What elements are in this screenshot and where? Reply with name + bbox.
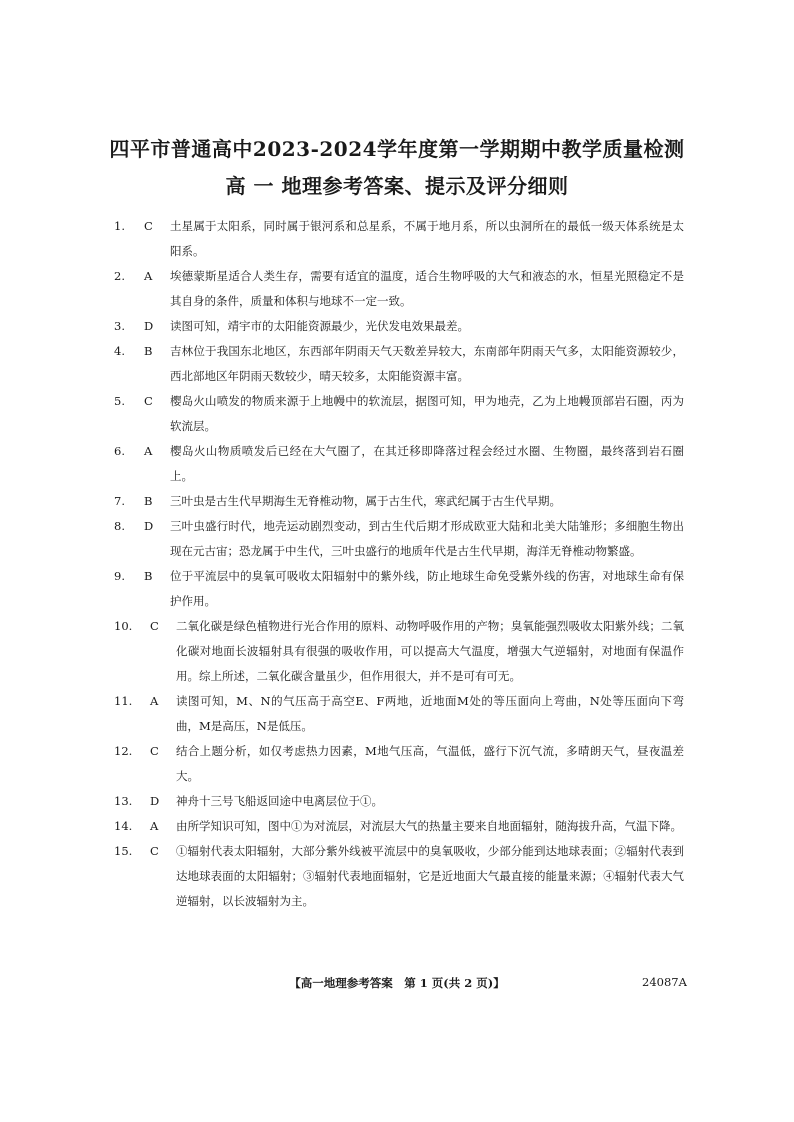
page-title: 四平市普通高中2023-2024学年度第一学期期中教学质量检测 xyxy=(109,137,685,161)
answer-item xyxy=(114,789,684,814)
answer-explanation: 由所学知识可知，图中①为对流层，对流层大气的热量主要来自地面辐射，随海拔升高，气温下降。 xyxy=(176,819,682,833)
answer-item xyxy=(114,389,684,439)
answer-item xyxy=(114,314,684,339)
answer-number: 5. xyxy=(114,394,125,408)
answer-letter: C xyxy=(150,619,159,633)
answer-letter: A xyxy=(150,694,159,708)
answer-letter: B xyxy=(144,569,153,583)
answer-explanation: 位于平流层中的臭氧可吸收太阳辐射中的紫外线，防止地球生命免受紫外线的伤害，对地球生命有保护作用。 xyxy=(170,569,684,608)
answer-number: 2. xyxy=(114,269,125,283)
answer-number: 10. xyxy=(114,619,133,633)
answer-explanation: 樱岛火山物质喷发后已经在大气圈了，在其迁移即降落过程会经过水圈、生物圈，最终落到岩石圈上。 xyxy=(170,444,684,483)
answer-letter: B xyxy=(144,494,153,508)
answer-letter: C xyxy=(150,744,159,758)
answer-item xyxy=(114,564,684,614)
answer-number: 6. xyxy=(114,444,125,458)
page-subtitle: 高 一 地理参考答案、提示及评分细则 xyxy=(225,174,569,198)
answer-item xyxy=(114,514,684,564)
document-code: 24087A xyxy=(642,975,687,989)
answer-explanation: 樱岛火山喷发的物质来源于上地幔中的软流层，据图可知，甲为地壳，乙为上地幔顶部岩石圈，丙为软流层。 xyxy=(170,394,684,433)
answer-letter: C xyxy=(144,394,153,408)
answer-number: 7. xyxy=(114,494,125,508)
answer-letter: A xyxy=(150,819,159,833)
answer-number: 4. xyxy=(114,344,125,358)
answer-number: 9. xyxy=(114,569,125,583)
answer-number: 13. xyxy=(114,794,133,808)
answer-letter: C xyxy=(144,219,153,233)
answer-number: 11. xyxy=(114,694,133,708)
answer-number: 14. xyxy=(114,819,133,833)
answer-item xyxy=(114,264,684,314)
answer-explanation: 神舟十三号飞船返回途中电离层位于①。 xyxy=(176,794,383,808)
answer-letter: B xyxy=(144,344,153,358)
answer-number: 1. xyxy=(114,219,125,233)
answer-explanation: 二氧化碳是绿色植物进行光合作用的原料、动物呼吸作用的产物；臭氧能强烈吸收太阳紫外线；二氧化碳对地面长波辐射具有很强的吸收作用，可以提高大气温度，增强大气逆辐射，对地面有保温作用。综上所述，二氧化碳含量虽少，但作用很大，并不是可有可无。 xyxy=(176,619,684,683)
answer-letter: A xyxy=(144,269,153,283)
answer-item xyxy=(114,814,684,839)
answer-explanation: 土星属于太阳系，同时属于银河系和总星系，不属于地月系，所以虫洞所在的最低一级天体系统是太阳系。 xyxy=(170,219,684,258)
answer-letter: A xyxy=(144,444,153,458)
answer-item xyxy=(114,689,684,739)
answer-number: 12. xyxy=(114,744,133,758)
answer-explanation: ①辐射代表太阳辐射，大部分紫外线被平流层中的臭氧吸收，少部分能到达地球表面；②辐射代表到达地球表面的太阳辐射；③辐射代表地面辐射，它是近地面大气最直接的能量来源；④辐射代表大气逆辐射，以长波辐射为主。 xyxy=(176,844,684,908)
page-number-label: 【高一地理参考答案 第 1 页(共 2 页)】 xyxy=(289,976,505,990)
answer-letter: D xyxy=(144,319,154,333)
answer-list xyxy=(114,214,684,914)
answer-item xyxy=(114,614,684,689)
answer-item xyxy=(114,339,684,389)
answer-number: 8. xyxy=(114,519,125,533)
answer-explanation: 读图可知，靖宇市的太阳能资源最少，光伏发电效果最差。 xyxy=(170,319,469,333)
answer-explanation: 吉林位于我国东北地区，东西部年阴雨天气天数差异较大，东南部年阴雨天气多，太阳能资源较少，西北部地区年阴雨天数较少，晴天较多，太阳能资源丰富。 xyxy=(170,344,684,383)
answer-item xyxy=(114,839,684,914)
answer-item xyxy=(114,489,684,514)
answer-item xyxy=(114,739,684,789)
answer-item xyxy=(114,214,684,264)
answer-item xyxy=(114,439,684,489)
answer-letter: D xyxy=(150,794,160,808)
answer-letter: C xyxy=(150,844,159,858)
answer-letter: D xyxy=(144,519,154,533)
answer-number: 3. xyxy=(114,319,125,333)
answer-explanation: 读图可知，M、N的气压高于高空E、F两地，近地面M处的等压面向上弯曲，N处等压面向下弯曲，M是高压，N是低压。 xyxy=(176,694,684,733)
answer-explanation: 三叶虫盛行时代，地壳运动剧烈变动，到古生代后期才形成欧亚大陆和北美大陆雏形；多细胞生物出现在元古宙；恐龙属于中生代，三叶虫盛行的地质年代是古生代早期，海洋无脊椎动物繁盛。 xyxy=(170,519,684,558)
answer-explanation: 埃德蒙斯星适合人类生存，需要有适宜的温度，适合生物呼吸的大气和液态的水，恒星光照稳定不是其自身的条件，质量和体积与地球不一定一致。 xyxy=(170,269,684,308)
answer-number: 15. xyxy=(114,844,133,858)
answer-explanation: 三叶虫是古生代早期海生无脊椎动物，属于古生代，寒武纪属于古生代早期。 xyxy=(170,494,561,508)
answer-explanation: 结合上题分析，如仅考虑热力因素，M地气压高，气温低，盛行下沉气流，多晴朗天气，昼夜温差大。 xyxy=(176,744,684,783)
